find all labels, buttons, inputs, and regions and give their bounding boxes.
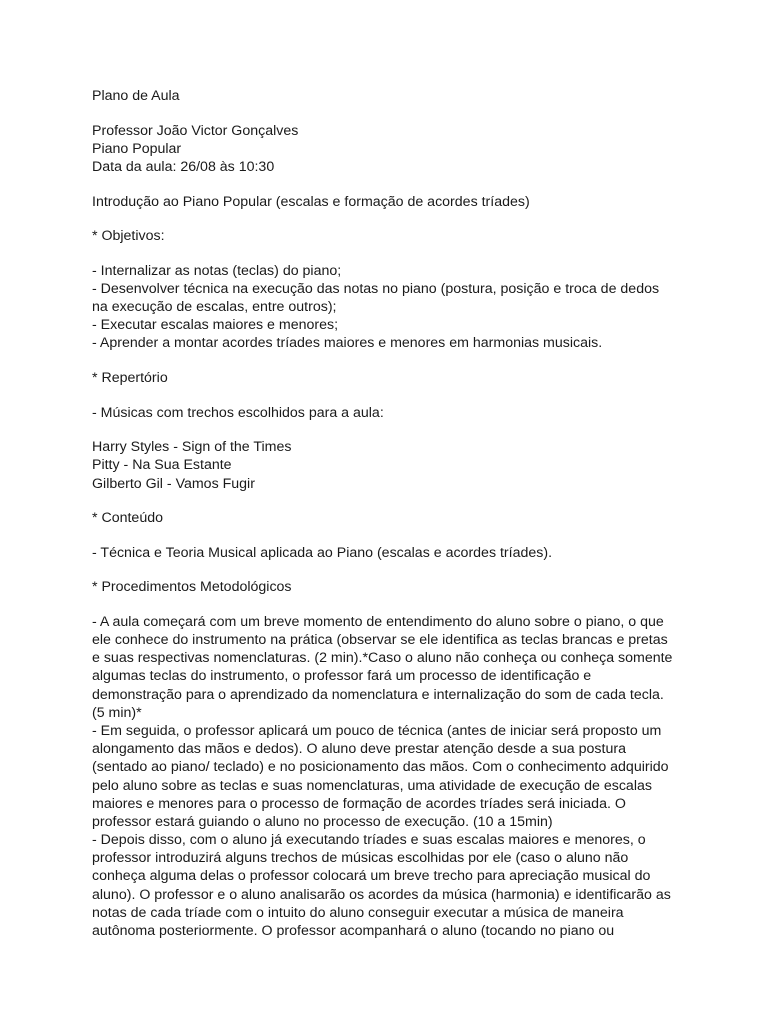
objectives-section: [92, 227, 692, 353]
spacer: [92, 422, 692, 438]
procedure-line: e suas respectivas nomenclaturas. (2 min).*Caso o aluno não conheça ou conheça somente: [92, 650, 673, 667]
document-header: [92, 122, 692, 177]
procedure-line: professor estará guiando o aluno no processo de execução. (10 a 15min): [92, 813, 553, 830]
procedure-line: conheça alguma delas o professor colocará um breve trecho para apreciação musical do: [92, 868, 651, 885]
repertoire-intro: - Músicas com trechos escolhidos para a aula:: [92, 404, 384, 421]
spacer: [92, 493, 692, 509]
song-item: Harry Styles - Sign of the Times: [92, 439, 292, 456]
content-section: [92, 509, 692, 562]
procedure-line: demonstração para o aprendizado da nomenclatura e internalização do som de cada tecla.: [92, 686, 664, 703]
procedure-line: maiores e menores para o processo de formação de acordes tríades será iniciada. O: [92, 795, 626, 812]
spacer: [92, 527, 692, 543]
procedure-line: autônoma posteriormente. O professor acompanhará o aluno (tocando no piano ou: [92, 923, 615, 940]
procedure-line: pelo aluno sobre as teclas e suas nomenclaturas, uma atividade de execução de escalas: [92, 777, 652, 794]
procedure-line: notas de cada tríade com o intuito do aluno conseguir executar a música de maneira: [92, 904, 624, 921]
objective-line: - Aprender a montar acordes tríades maiores e menores em harmonias musicais.: [92, 335, 603, 352]
objective-line: - Internalizar as notas (teclas) do piano;: [92, 262, 342, 279]
document-title: Plano de Aula: [92, 88, 180, 104]
spacer: [92, 596, 692, 612]
spacer: [92, 387, 692, 403]
procedure-line: - Em seguida, o professor aplicará um pouco de técnica (antes de iniciar será proposto um: [92, 722, 662, 739]
procedure-line: ele conhece do instrumento na prática (observar se ele identifica as teclas brancas e pretas: [92, 632, 668, 649]
objective-line: - Desenvolver técnica na execução das notas no piano (postura, posição e troca de dedos: [92, 280, 660, 297]
spacer: [92, 176, 692, 192]
procedure-line: algumas teclas do instrumento, o professor fará um processo de identificação e: [92, 668, 592, 685]
procedure-line: professor introduzirá alguns trechos de músicas escolhidas por ele (caso o aluno não: [92, 850, 629, 867]
spacer: [92, 353, 692, 369]
content-line: - Técnica e Teoria Musical aplicada ao Piano (escalas e acordes tríades).: [92, 544, 553, 561]
procedure-line: - A aula começará com um breve momento de entendimento do aluno sobre o piano, o que: [92, 613, 664, 630]
content-heading: * Conteúdo: [92, 510, 163, 527]
procedure-line: - Depois disso, com o aluno já executando tríades e suas escalas maiores e menores, o: [92, 832, 646, 849]
procedure-line: (sentado ao piano/ teclado) e no posicionamento das mãos. Com o conhecimento adquirido: [92, 759, 669, 776]
song-item: Pitty - Na Sua Estante: [92, 457, 232, 474]
procedure-line: aluno). O professor e o aluno analisarão os acordes da música (harmonia) e identificarão as: [92, 886, 671, 903]
professor-name: Professor João Victor Gonçalves: [92, 122, 299, 139]
objectives-heading: * Objetivos:: [92, 228, 165, 245]
document-page: [92, 87, 692, 940]
repertoire-section: [92, 369, 692, 493]
spacer: [92, 562, 692, 578]
procedure-line: alongamento das mãos e dedos). O aluno deve prestar atenção desde a sua postura: [92, 741, 626, 758]
spacer: [92, 211, 692, 227]
procedure-line: (5 min)*: [92, 704, 142, 721]
procedures-section: [92, 578, 692, 940]
class-date: Data da aula: 26/08 às 10:30: [92, 158, 275, 175]
spacer: [92, 245, 692, 261]
procedures-heading: * Procedimentos Metodológicos: [92, 579, 292, 596]
repertoire-heading: * Repertório: [92, 370, 168, 387]
spacer: [92, 105, 692, 121]
objective-line: na execução de escalas, entre outros);: [92, 299, 337, 316]
lesson-intro: Introdução ao Piano Popular (escalas e formação de acordes tríades): [92, 193, 530, 210]
song-item: Gilberto Gil - Vamos Fugir: [92, 475, 255, 492]
objective-line: - Executar escalas maiores e menores;: [92, 317, 339, 334]
course-name: Piano Popular: [92, 140, 182, 157]
